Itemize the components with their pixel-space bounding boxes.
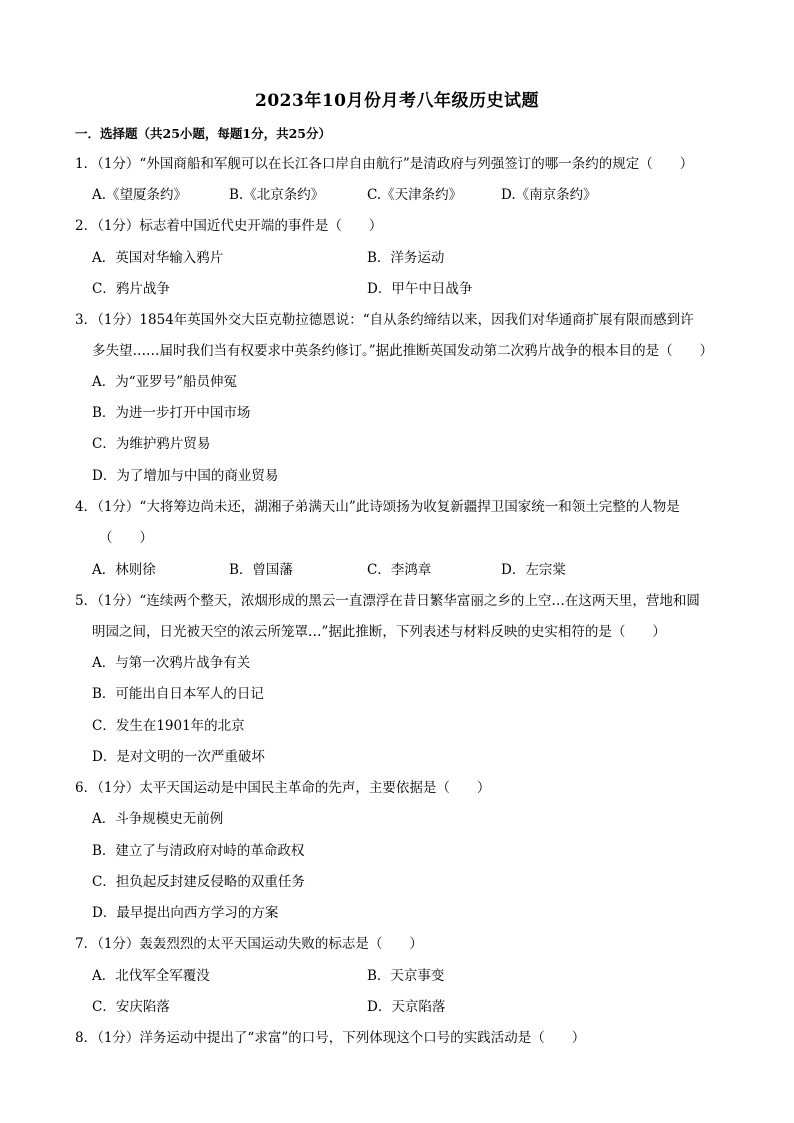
- question-4-stem-line-2: （ ）: [99, 530, 153, 546]
- question-2-stem: 2．（1分）标志着中国近代史开端的事件是（ ）: [75, 218, 383, 234]
- question-5-option-b[interactable]: B．可能出自日本军人的日记: [92, 686, 264, 702]
- question-2-option-a[interactable]: A．英国对华输入鸦片: [92, 250, 224, 266]
- question-1-option-a[interactable]: A.《望厦条约》: [92, 187, 188, 203]
- question-4-stem-line-1: 4．（1分）“大将筹边尚未还，湖湘子弟满天山”此诗颂扬为收复新疆捍卫国家统一和领土完整的人物是: [75, 499, 680, 515]
- question-2-option-b[interactable]: B．洋务运动: [367, 250, 445, 266]
- question-3-stem-line-1: 3．（1分）1854年英国外交大臣克勒拉德恩说：“自从条约缔结以来，因我们对华通商扩展有限而感到许: [75, 312, 694, 328]
- question-7-stem: 7．（1分）轰轰烈烈的太平天国运动失败的标志是（ ）: [75, 936, 423, 952]
- question-3-stem-line-2: 多失望……届时我们当有权要求中英条约修订。”据此推断英国发动第二次鸦片战争的根本目的是（ ）: [92, 343, 714, 359]
- question-7-option-b[interactable]: B．天京事变: [367, 968, 445, 984]
- question-3-option-b[interactable]: B．为进一步打开中国市场: [92, 405, 251, 421]
- question-5-option-a[interactable]: A．与第一次鸦片战争有关: [92, 655, 251, 671]
- question-5-stem-line-2: 明园之间，日光被天空的浓云所笼罩…”据此推断，下列表述与材料反映的史实相符的是（ ）: [92, 624, 666, 640]
- question-5-option-d[interactable]: D．是对文明的一次严重破坏: [92, 749, 265, 765]
- question-6-option-d[interactable]: D．最早提出向西方学习的方案: [92, 905, 279, 921]
- question-1-option-b[interactable]: B.《北京条约》: [229, 187, 325, 203]
- question-6-option-a[interactable]: A．斗争规模史无前例: [92, 811, 224, 827]
- question-3-option-d[interactable]: D．为了增加与中国的商业贸易: [92, 468, 279, 484]
- question-5-stem-line-1: 5．（1分）“连续两个整天，浓烟形成的黑云一直漂浮在昔日繁华富丽之乡的上空…在这两天里，营地和圆: [75, 593, 700, 609]
- question-8-stem: 8．（1分）洋务运动中提出了“求富”的口号，下列体现这个口号的实践活动是（ ）: [75, 1030, 586, 1046]
- question-5-option-c[interactable]: C．发生在1901年的北京: [92, 718, 245, 734]
- question-4-option-b[interactable]: B．曾国藩: [229, 562, 293, 578]
- question-4-option-c[interactable]: C．李鸿章: [367, 562, 432, 578]
- question-1-option-d[interactable]: D.《南京条约》: [501, 187, 597, 203]
- question-6-stem: 6．（1分）太平天国运动是中国民主革命的先声，主要依据是（ ）: [75, 780, 491, 796]
- question-6-option-c[interactable]: C．担负起反封建反侵略的双重任务: [92, 874, 305, 890]
- question-3-option-c[interactable]: C．为维护鸦片贸易: [92, 436, 211, 452]
- question-4-option-d[interactable]: D．左宗棠: [501, 562, 566, 578]
- section-heading: 一．选择题（共25小题，每题1分，共25分）: [75, 126, 331, 141]
- question-7-option-c[interactable]: C．安庆陷落: [92, 999, 170, 1015]
- question-2-option-d[interactable]: D．甲午中日战争: [367, 281, 473, 297]
- question-1-stem: 1．（1分）“外国商船和军舰可以在长江各口岸自由航行”是清政府与列强签订的哪一条约的规定（ ）: [75, 156, 694, 172]
- question-6-option-b[interactable]: B．建立了与清政府对峙的革命政权: [92, 843, 305, 859]
- question-2-option-c[interactable]: C．鸦片战争: [92, 281, 170, 297]
- question-4-option-a[interactable]: A．林则徐: [92, 562, 156, 578]
- question-7-option-a[interactable]: A．北伐军全军覆没: [92, 968, 210, 984]
- question-1-option-c[interactable]: C.《天津条约》: [367, 187, 463, 203]
- question-7-option-d[interactable]: D．天京陷落: [367, 999, 446, 1015]
- exam-title: 2023年10月份月考八年级历史试题: [255, 91, 539, 111]
- question-3-option-a[interactable]: A．为“亚罗号”船员伸冤: [92, 374, 238, 390]
